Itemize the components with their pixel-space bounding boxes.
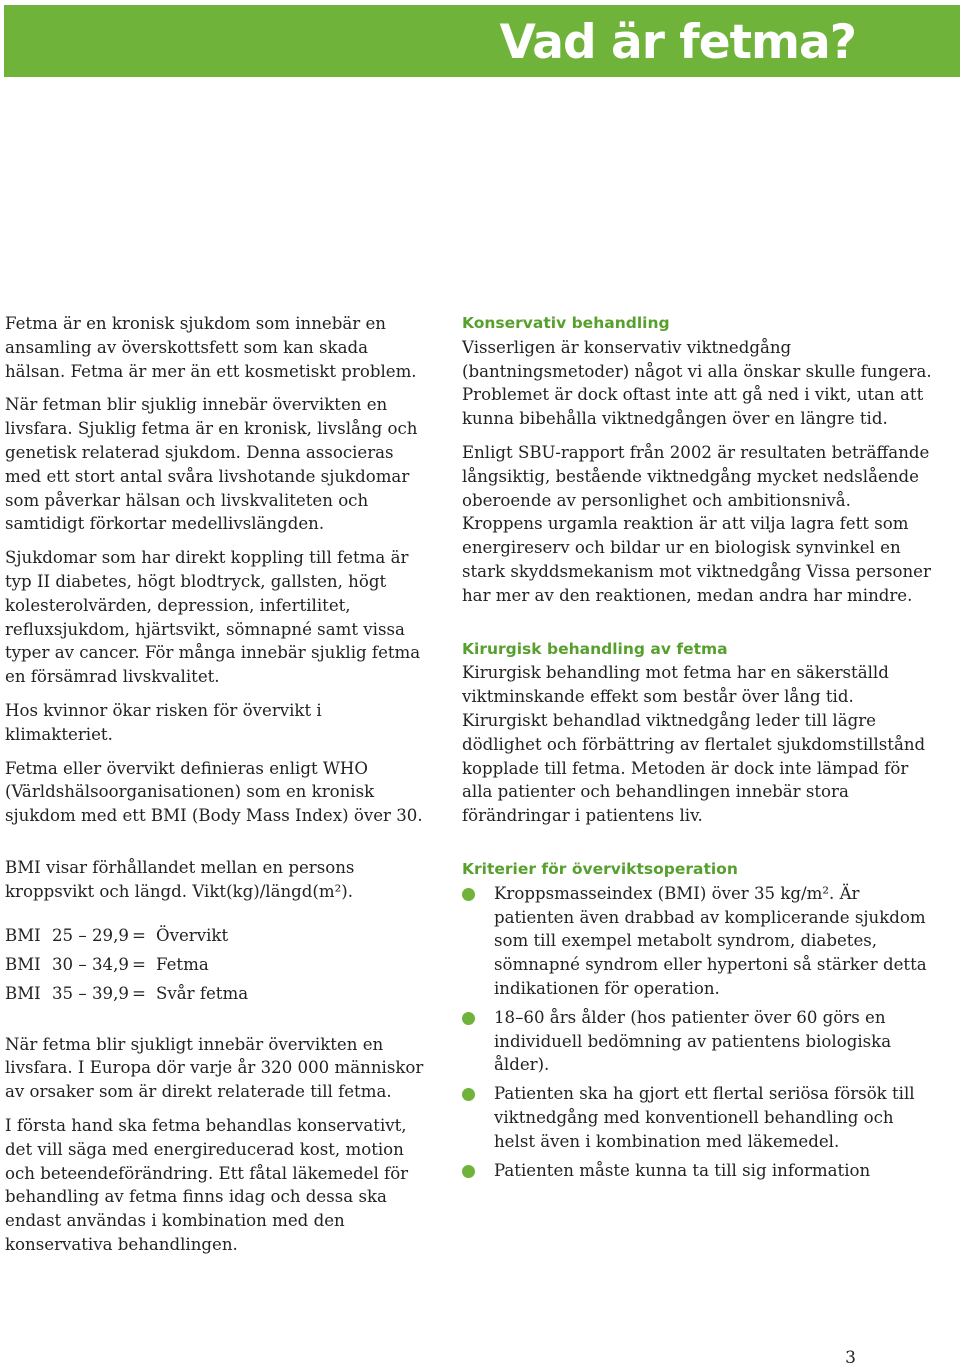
heading-kriterier: Kriterier för överviktsoperation [462,859,738,878]
bmi-equals: = [132,954,146,974]
paragraph-sbu: Enligt SBU-rapport från 2002 är resultaten beträffande långsiktig, bestående viktnedgång mycket nedslående oberoende av personlighet och ambitionsnivå. Kroppens urgamla reaktion är att vilja lagra fett som energireserv och bildar ur en biologisk synvinkel en stark skyddsmekanism mot viktnedgång Vissa personer har mer av den reaktionen, medan andra har mindre. [462,442,931,605]
paragraph-bmi-definition: BMI visar förhållandet mellan en persons kroppsvikt och längd. Vikt(kg)/längd(m²). [5,857,355,901]
paragraph-kirurgisk: Kirurgisk behandling mot fetma har en säkerställd viktminskande effekt som består över lång tid. Kirurgiskt behandlad viktnedgång leder till lägre dödlighet och förbättring av flertalet sjukdomstillstånd kopplade till fetma. Metoden är dock inte lämpad för alla patienter och behandlingen innebär stora förändringar i patientens liv. [462,663,926,826]
criteria-text: Patienten måste kunna ta till sig information [494,1160,871,1180]
bmi-category: Svår fetma [156,983,249,1003]
heading-konservativ: Konservativ behandling [462,314,670,332]
left-column [5,312,425,1267]
paragraph-women: Hos kvinnor ökar risken för övervikt i klimakteriet. [5,700,322,744]
criteria-text: Kroppsmasseindex (BMI) över 35 kg/m². Är patienten även drabbad av komplicerande sjukdom som till exempel metabolt syndrom, diabetes, sömnapné syndrom eller hypertoni så stärker detta indikationen för operation. [494,883,927,998]
bmi-category: Övervikt [156,925,229,945]
bmi-label: BMI [5,925,41,945]
bullet-dot-icon [462,1088,475,1101]
bullet-dot-icon [462,1165,475,1178]
bmi-range: 25 – 29,9 [52,925,129,945]
page-number: 3 [845,1348,856,1368]
heading-kirurgisk: Kirurgisk behandling av fetma [462,639,728,658]
bmi-equals: = [132,925,146,945]
paragraph-europe: När fetma blir sjukligt innebär övervikten en livsfara. I Europa dör varje år 320 000 människor av orsaker som är direkt relaterade till fetma. [5,1034,424,1102]
bullet-dot-icon [462,1012,475,1025]
criteria-text: 18–60 års ålder (hos patienter över 60 görs en individuell bedömning av patientens biologiska ålder). [494,1007,892,1075]
intro-paragraph: Fetma är en kronisk sjukdom som innebär en ansamling av överskottsfett som kan skada hälsan. Fetma är mer än ett kosmetiskt problem. [5,314,417,381]
bmi-category: Fetma [156,954,209,974]
list-item [462,1082,932,1153]
bmi-equals: = [132,983,146,1003]
paragraph-treatment: I första hand ska fetma behandlas konservativt, det vill säga med energireducerad kost, motion och beteendeförändring. Ett fåtal läkemedel för behandling av fetma finns idag och dessa ska endast användas i kombination med den konservativa behandlingen. [5,1115,409,1254]
bmi-row [5,924,248,953]
bmi-range: 35 – 39,9 [52,983,129,1003]
bmi-row [5,953,248,982]
paragraph-diseases: Sjukdomar som har direkt koppling till fetma är typ II diabetes, högt blodtryck, gallsten, högt kolesterolvärden, depression, infertilitet, refluxsjukdom, hjärtsvikt, sömnapné samt vissa typer av cancer. För många innebär sjuklig fetma en försämrad livskvalitet. [5,548,421,687]
bmi-row [5,982,248,1011]
bmi-range: 30 – 34,9 [52,954,129,974]
criteria-text: Patienten ska ha gjort ett flertal seriösa försök till viktnedgång med konventionell behandling och helst även i kombination med läkemedel. [494,1084,915,1151]
bmi-table [5,924,248,1011]
paragraph-who: Fetma eller övervikt definieras enligt WHO (Världshälsoorganisationen) som en kronisk sjukdom med ett BMI (Body Mass Index) över 30. [5,758,423,826]
page-title: Vad är fetma? [499,15,856,70]
bmi-label: BMI [5,954,41,974]
bmi-label: BMI [5,983,41,1003]
list-item [462,1006,932,1077]
list-item [462,1159,932,1183]
criteria-list [462,882,932,1183]
list-item [462,882,932,1001]
paragraph-livsfara: När fetman blir sjuklig innebär övervikten en livsfara. Sjuklig fetma är en kronisk, livslång och genetisk relaterad sjukdom. Denna associeras med ett stort antal svåra livshotande sjukdomar som påverkar hälsan och livskvaliteten och samtidigt förkortar medellivslängden. [5,395,418,534]
header-bar [4,5,960,77]
bullet-dot-icon [462,888,475,901]
right-column [462,312,932,1187]
paragraph-konservativ: Visserligen är konservativ viktnedgång (bantningsmetoder) något vi alla önskar skulle fungera. Problemet är dock oftast inte att gå ned i vikt, utan att kunna bibehålla viktnedgången över en längre tid. [462,337,932,429]
